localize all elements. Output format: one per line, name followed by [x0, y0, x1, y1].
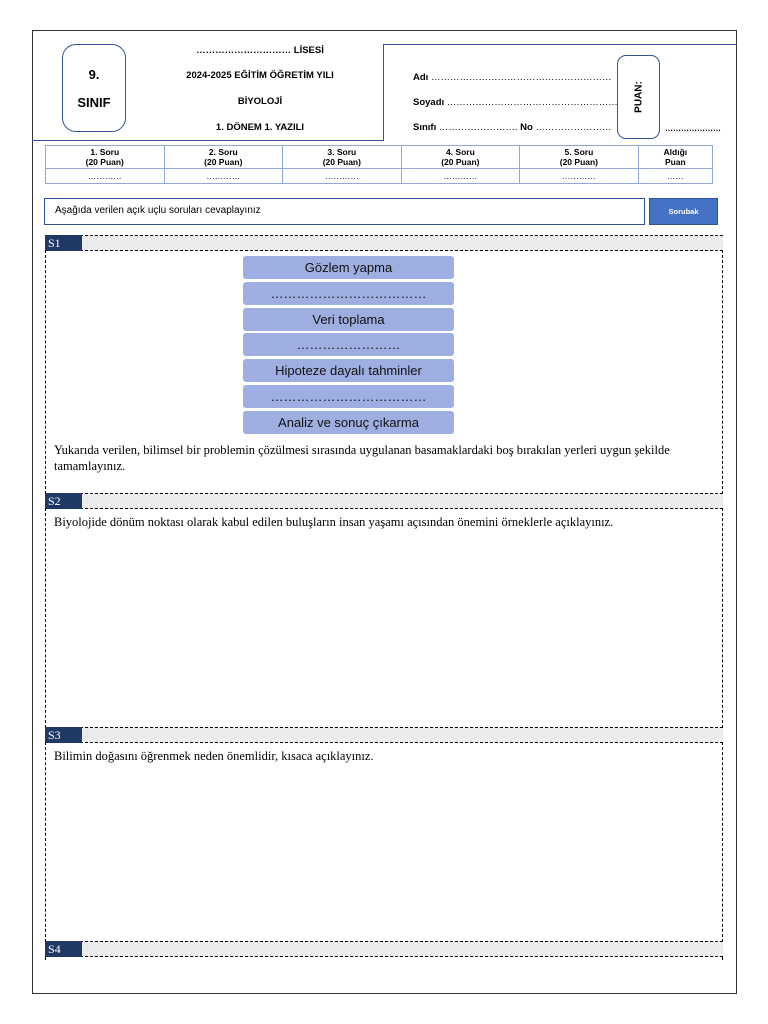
- score-value-cell[interactable]: …………: [401, 169, 520, 184]
- question-text-s2: Biyolojide dönüm noktası olarak kabul edilen buluşların insan yaşamı açısından önemini örneklerle açıklayınız.: [54, 515, 614, 529]
- step-box: Hipoteze dayalı tahminler: [243, 359, 454, 382]
- score-header-cell: Aldığı Puan: [638, 146, 712, 169]
- question-header-bar: [45, 235, 723, 251]
- question-section-s4[interactable]: [45, 956, 723, 960]
- no-dots: ……………………: [535, 122, 612, 133]
- grade-number: 9.: [88, 67, 100, 82]
- name-label: Adı: [413, 72, 429, 83]
- score-header-cell: 4. Soru (20 Puan): [401, 146, 520, 169]
- no-label: No: [520, 122, 533, 133]
- score-value-cell[interactable]: …………: [164, 169, 283, 184]
- surname-label: Soyadı: [413, 97, 445, 108]
- class-label: Sınıfı: [413, 122, 437, 133]
- step-box: Gözlem yapma: [243, 256, 454, 279]
- question-section-s3[interactable]: [45, 742, 723, 942]
- step-box-blank[interactable]: ………………………………: [243, 282, 454, 305]
- sorubak-button[interactable]: Sorubak: [649, 198, 718, 225]
- step-box-blank[interactable]: ……………………: [243, 333, 454, 356]
- score-value-cell[interactable]: ……: [638, 169, 712, 184]
- question-header-bar: [45, 941, 723, 957]
- score-value-cell[interactable]: …………: [46, 169, 165, 184]
- name-field[interactable]: [413, 72, 611, 83]
- score-table: [45, 145, 713, 184]
- subject: BİYOLOJİ: [237, 96, 283, 107]
- school-name: ………………………… LİSESİ: [196, 45, 324, 56]
- score-box: [617, 55, 660, 139]
- header-divider: [32, 140, 384, 141]
- name-dots: …………………………………………………: [430, 72, 612, 83]
- score-header-cell: 2. Soru (20 Puan): [164, 146, 283, 169]
- score-header-cell: 1. Soru (20 Puan): [46, 146, 165, 169]
- score-value-row: [46, 169, 713, 184]
- score-label: PUAN:: [633, 81, 644, 113]
- score-header-row: [46, 146, 713, 169]
- question-label-s1: S1: [45, 235, 82, 251]
- question-label-s3: S3: [45, 727, 82, 743]
- score-dots[interactable]: …………………: [665, 124, 721, 133]
- question-text-s3: Bilimin doğasını öğrenmek neden önemlidir, kısaca açıklayınız.: [54, 749, 374, 763]
- surname-dots: ………………………………………………: [446, 97, 618, 108]
- class-no-field[interactable]: [413, 122, 611, 133]
- grade-box: [62, 44, 126, 132]
- question-header-bar: [45, 727, 723, 743]
- instruction-box: Aşağıda verilen açık uçlu soruları cevaplayınız: [44, 198, 645, 225]
- question-section-s2[interactable]: [45, 508, 723, 728]
- question-label-s2: S2: [45, 493, 82, 509]
- step-box-blank[interactable]: ………………………………: [243, 385, 454, 408]
- academic-year: 2024-2025 EĞİTİM ÖĞRETİM YILI: [186, 70, 334, 81]
- question-header-bar: [45, 493, 723, 509]
- score-header-cell: 5. Soru (20 Puan): [520, 146, 639, 169]
- exam-title: 1. DÖNEM 1. YAZILI: [215, 122, 305, 133]
- step-box: Analiz ve sonuç çıkarma: [243, 411, 454, 434]
- score-value-cell[interactable]: …………: [283, 169, 402, 184]
- question-label-s4: S4: [45, 941, 82, 957]
- score-value-cell[interactable]: …………: [520, 169, 639, 184]
- surname-field[interactable]: [413, 97, 618, 108]
- class-dots: …………………….: [438, 122, 518, 133]
- score-header-cell: 3. Soru (20 Puan): [283, 146, 402, 169]
- grade-label: SINIF: [77, 95, 111, 110]
- step-box: Veri toplama: [243, 308, 454, 331]
- question-text-s1: Yukarıda verilen, bilimsel bir problemin çözülmesi sırasında uygulanan basamaklardaki boş bırakılan yerleri uygun şekilde tamamlayınız.: [54, 443, 670, 473]
